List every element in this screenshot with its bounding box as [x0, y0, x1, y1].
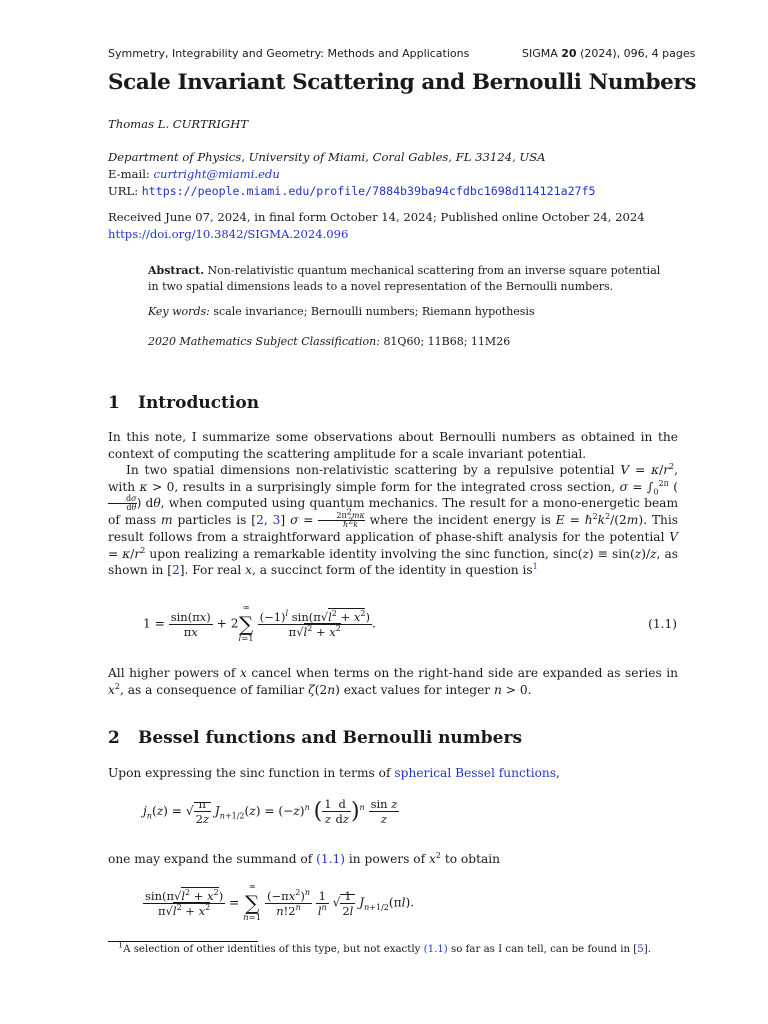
equation-summand-expansion: $\frac{\sin(\pi√l^2 + x^2)}{\pi√l^2 + x^2}$ = ∞ ∑ n=1 $\frac{(-\pi x^2)^n}{n!2^n}$ $\frac{1}{l^n}$ √ $\frac{1}{2l}$ $J_{n+1/2}(\pi l)$.	[145, 882, 415, 923]
citation: SIGMA 20 (2024), 096, 4 pages	[522, 47, 696, 60]
profile-url-link[interactable]: https://people.miami.edu/profile/7884b39ba94cfdbc1698d114121a27f5	[141, 184, 596, 198]
doi-link[interactable]: https://doi.org/10.3842/SIGMA.2024.096	[108, 227, 349, 241]
email-link[interactable]: curtright@miami.edu	[153, 167, 280, 181]
citation-5-link[interactable]: 5	[637, 944, 644, 955]
paper-title: Scale Invariant Scattering and Bernoulli Numbers	[108, 70, 697, 95]
equation-1-1: 1 = $\frac{\sin(\pi x)}{\pi x}$ + 2 ∞ ∑ l=1 $\frac{(-1)^l \sin(\pi√l^2 + x^2)}{\pi√l^2 + x^2}$ .	[143, 603, 376, 644]
intro-paragraph-1: In this note, I summarize some observations about Bernoulli numbers as obtained in the context of computing the scattering amplitude for a scale invariant potential.	[108, 430, 678, 461]
section-heading-introduction: 1 Introduction	[108, 393, 260, 413]
equation-label: (1.1)	[648, 617, 677, 631]
abstract-line-2: in two spatial dimensions leads to a novel representation of the Bernoulli numbers.	[148, 280, 614, 293]
section-heading-bessel: 2 Bessel functions and Bernoulli numbers	[108, 728, 523, 748]
equation-spherical-bessel: $j_n(z)$ = √ $\frac{\pi}{2z}$ $J_{n+1/2}(z) = (-z)^n$ ( $\frac{1}{z}$ $\frac{d}{dz}$ )$^n$ $\frac{\text{sin z}}{z}$	[143, 797, 398, 826]
footnote-1-marker[interactable]: 1	[532, 562, 538, 572]
footnote-1: $^1$A selection of other identities of this type, but not exactly (1.1) so far as I can tell, can be found in [5].	[118, 940, 651, 955]
author-name: Thomas L. CURTRIGHT	[108, 117, 249, 131]
intro-paragraph-2: In two spatial dimensions non-relativistic scattering by a repulsive potential $V = \kappa/r^2$, with κ > 0, results in a surprisingly simple form for the integrated cross section, $\sigma = \int_0^{2\pi}$ ( $\frac{d\sigma}{d\theta}$ ) dθ, when computed using quantum mechanics. The result for a mono-energetic beam of mass m particles is [2, 3] σ = $2\pi^2m\kappa$ ℏ$^2$k where the incident energy is $E = \hbar^2k^2/(2m)$. This result follows from a straightforward application of phase-shift analysis for the potential $V = \kappa/r^2$ upon realizing a remarkable identity involving the sinc function, sinc(z) ≡ sin(z)/z, as shown in [2]. For real x, a succinct form of the identity in question $is^1$	[108, 461, 679, 578]
affiliation: Department of Physics, University of Miami, Coral Gables, FL 33124, USA	[108, 150, 546, 164]
footnote-rule	[108, 941, 258, 942]
footnote-equation-ref[interactable]: (1.1)	[423, 944, 448, 955]
citation-2-link[interactable]: 2	[256, 513, 264, 528]
msc-classification: 2020 Mathematics Subject Classification: 81Q60; 11B68; 11M26	[148, 335, 511, 348]
citation-2b-link[interactable]: 2	[171, 563, 180, 578]
keywords: Key words: scale invariance; Bernoulli numbers; Riemann hypothesis	[148, 305, 535, 318]
url-line: URL: https://people.miami.edu/profile/7884b39ba94cfdbc1698d114121a27f5	[108, 184, 596, 198]
sec2-paragraph-2: one may expand the summand of (1.1) in powers of $x^2$ to obtain	[108, 850, 500, 866]
journal-name: Symmetry, Integrability and Geometry: Methods and Applications	[108, 47, 470, 60]
sec2-paragraph-1: Upon expressing the sinc function in terms of spherical Bessel functions,	[108, 766, 560, 780]
spherical-bessel-link[interactable]: spherical Bessel functions	[394, 766, 557, 780]
abstract-line-1: Abstract. Non-relativistic quantum mechanical scattering from an inverse square potential	[148, 264, 661, 277]
equation-1-1-ref[interactable]: (1.1)	[316, 852, 346, 866]
citation-3-link[interactable]: 3	[272, 513, 281, 528]
publication-dates: Received June 07, 2024, in final form October 14, 2024; Published online October 24, 2024	[108, 210, 645, 224]
email-line: E-mail: curtright@miami.edu	[108, 167, 280, 181]
post-equation-paragraph: All higher powers of x cancel when terms on the right-hand side are expanded as series in $x^2$, as a consequence of familiar ζ(2n) exact values for integer n > 0.	[108, 666, 679, 697]
